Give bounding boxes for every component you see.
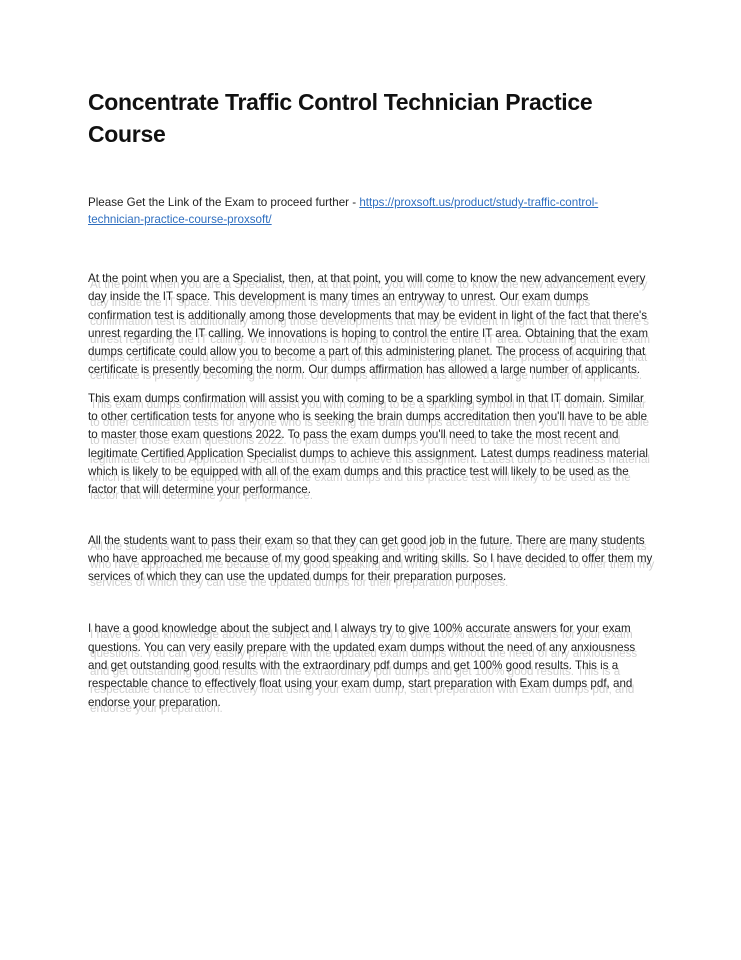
body-paragraph-3: All the students want to pass their exam so that they can get good job in the future. There are many students who have approached me because of my good speaking and writing skills. So I have decided to offer them my services of which they can use the updated dumps for their preparation purposes.: [88, 533, 653, 584]
body-paragraph-4: I have a good knowledge about the subject and I always try to give 100% accurate answers for your exam questions. You can very easily prepare with the updated exam dumps without the need of any anxiousness and get outstanding good results with the extraordinary pdf dumps and get 100% good results. This is a respectable chance to effectively float using your exam dump, start preparation with Exam dumps pdf, and endorse your preparation.: [88, 622, 636, 709]
body-paragraph-2: This exam dumps confirmation will assist you with coming to be a sparkling symbol in that IT domain. Similar to other certification tests for anyone who is seeking the brain dumps accreditation then you'll have to be able to master those exam questions 2022. To pass the exam dumps you'll need to take the most recent and legitimate Certified Application Specialist dumps to achieve this assignment. Latest dumps readiness material which is likely to be equipped with all of the exam dumps and this practice test will likely to be used as the factor that will determine your performance.: [88, 391, 649, 497]
exam-link-paragraph: [88, 194, 654, 228]
document-page: [88, 86, 654, 712]
document-title: Concentrate Traffic Control Technician Practice Course: [88, 89, 593, 147]
exam-link[interactable]: https://proxsoft.us/product/study-traffic-control-technician-practice-course-proxsoft/: [88, 196, 599, 226]
link-prefix-text: Please Get the Link of the Exam to proceed further -: [88, 196, 360, 209]
body-paragraph-1: At the point when you are a Specialist, then, at that point, you will come to know the new advancement every day inside the IT space. This development is many times an entryway to unrest. Our exam dumps confirmation test is additionally among those developments that may be evident in light of the fact that there's unrest regarding the IT calling. We innovations is hoping to control the entire IT area. Obtaining that the exam dumps certificate could allow you to become a part of this administering planet. The process of acquiring that certificate is presently becoming the norm. Our dumps affirmation has allowed a large number of applicants.: [88, 272, 649, 377]
